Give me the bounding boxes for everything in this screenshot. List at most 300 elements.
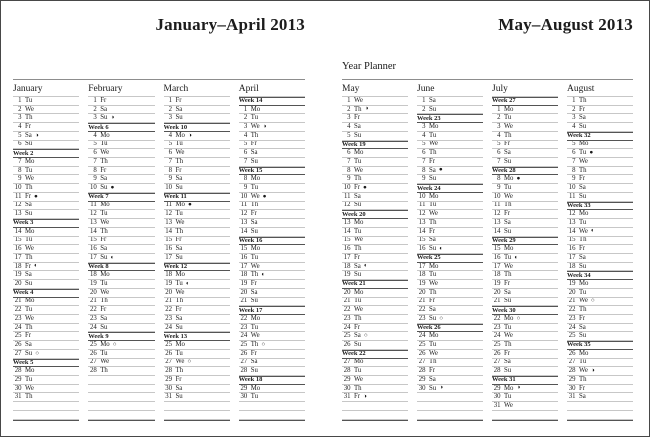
day-weekday: Th — [250, 131, 259, 139]
moon-phase-icon: ◐ — [439, 245, 444, 252]
day-weekday: Fr — [100, 166, 107, 174]
day-weekday: We — [579, 367, 588, 375]
day-weekday: Tu — [354, 158, 362, 165]
day-weekday: Sa — [429, 306, 436, 314]
day-number: 17 — [418, 262, 426, 270]
day-row — [492, 123, 558, 132]
day-row — [567, 228, 633, 237]
day-number: 17 — [568, 253, 576, 261]
day-row — [88, 149, 154, 158]
day-number: 7 — [168, 158, 172, 165]
day-number: 17 — [493, 262, 501, 270]
day-number: 1 — [168, 97, 172, 104]
day-number: 19 — [89, 280, 97, 287]
month-name: July — [492, 81, 558, 97]
day-weekday: We — [25, 384, 34, 392]
day-number: 6 — [572, 149, 576, 157]
day-number: 9 — [18, 175, 22, 183]
moon-phase-icon: ◑ — [590, 367, 595, 374]
day-weekday: Th — [429, 149, 437, 157]
month-rows — [567, 97, 633, 421]
month-column — [417, 81, 483, 421]
day-row — [567, 306, 633, 315]
day-row — [342, 123, 408, 132]
day-row — [417, 263, 483, 272]
month-column — [239, 81, 305, 421]
day-row — [13, 263, 79, 272]
day-weekday: Su — [504, 367, 512, 375]
day-weekday: Th — [25, 253, 33, 261]
day-row — [13, 237, 79, 246]
day-row — [88, 97, 154, 106]
day-row — [13, 193, 79, 202]
day-number: 26 — [14, 341, 22, 348]
day-weekday: Sa — [579, 393, 586, 401]
empty-row — [88, 393, 154, 402]
day-row — [342, 175, 408, 184]
day-row — [567, 289, 633, 298]
day-number: 21 — [14, 297, 22, 305]
day-number: 1 — [347, 97, 351, 104]
day-number: 7 — [18, 158, 22, 165]
day-weekday: Fr — [250, 280, 257, 287]
day-row — [417, 306, 483, 315]
day-weekday: Mo — [100, 271, 110, 279]
day-number: 18 — [165, 271, 172, 279]
month-rows — [239, 97, 305, 421]
day-row — [567, 167, 633, 176]
day-row — [13, 123, 79, 132]
day-weekday: Sa — [100, 314, 108, 322]
day-weekday: Tu — [504, 253, 512, 261]
day-weekday: Su — [354, 271, 362, 279]
day-number: 23 — [418, 314, 426, 322]
day-number: 24 — [165, 323, 172, 331]
week-row: Week 11 — [164, 193, 230, 202]
day-number: 4 — [18, 123, 22, 131]
day-weekday: Tu — [100, 210, 108, 218]
day-row — [164, 280, 230, 289]
day-row — [567, 376, 633, 385]
day-row — [239, 219, 305, 228]
day-row — [164, 158, 230, 167]
day-row — [342, 202, 408, 211]
day-weekday: Su — [25, 280, 33, 287]
day-weekday: Tu — [175, 349, 183, 357]
day-number: 7 — [93, 158, 97, 165]
day-weekday: Sa — [100, 105, 108, 113]
week-row: Week 29 — [492, 237, 558, 246]
top-rule-right — [342, 79, 633, 80]
day-row — [239, 228, 305, 237]
day-number: 23 — [14, 314, 22, 322]
month-rows — [164, 97, 230, 421]
day-row — [239, 271, 305, 280]
day-row — [342, 263, 408, 272]
day-number: 29 — [418, 376, 426, 383]
day-number: 14 — [240, 227, 248, 235]
day-weekday: Su — [175, 184, 183, 192]
day-row — [13, 97, 79, 106]
day-weekday: We — [504, 402, 513, 410]
day-weekday: We — [429, 140, 438, 148]
day-number: 25 — [165, 341, 172, 348]
day-weekday: Th — [504, 201, 512, 209]
day-row — [164, 341, 230, 350]
day-row — [164, 359, 230, 368]
day-weekday: Mo — [25, 158, 35, 165]
day-weekday: Sa — [504, 149, 511, 157]
day-weekday: Su — [504, 158, 512, 165]
day-number: 21 — [493, 297, 501, 305]
day-number: 19 — [418, 280, 426, 287]
day-weekday: Tu — [100, 349, 108, 357]
day-weekday: Th — [25, 184, 33, 192]
week-row: Week 19 — [342, 141, 408, 150]
day-row — [342, 332, 408, 341]
day-number: 5 — [18, 131, 22, 139]
day-number: 25 — [493, 341, 501, 348]
day-number: 13 — [568, 219, 576, 226]
day-row — [567, 114, 633, 123]
day-number: 21 — [568, 297, 576, 305]
day-number: 28 — [568, 367, 576, 375]
day-row — [13, 332, 79, 341]
day-weekday: Tu — [175, 210, 183, 218]
month-name: February — [88, 81, 154, 97]
day-row — [342, 167, 408, 176]
day-number: 8 — [243, 175, 248, 183]
day-number: 7 — [422, 158, 426, 165]
day-row — [342, 393, 408, 402]
day-row — [164, 97, 230, 106]
day-row — [492, 271, 558, 280]
day-number: 19 — [493, 280, 501, 287]
day-weekday: Mo — [175, 341, 185, 348]
day-weekday: Fr — [354, 393, 361, 401]
day-number: 28 — [89, 367, 97, 375]
day-number: 27 — [418, 358, 426, 366]
day-row — [239, 393, 305, 402]
day-number: 5 — [497, 140, 501, 148]
day-row — [342, 289, 408, 298]
day-weekday: We — [25, 105, 34, 113]
day-weekday: Su — [100, 114, 108, 122]
day-weekday: We — [354, 166, 363, 174]
day-number: 5 — [168, 140, 172, 148]
day-row — [239, 210, 305, 219]
day-row — [239, 324, 305, 333]
day-number: 28 — [343, 367, 351, 375]
day-number: 24 — [568, 323, 576, 331]
day-number: 13 — [89, 219, 97, 226]
day-row — [342, 149, 408, 158]
day-row — [417, 175, 483, 184]
day-weekday: Tu — [429, 271, 437, 279]
day-row — [164, 175, 230, 184]
week-row: Week 18 — [239, 376, 305, 385]
day-weekday: Sa — [354, 192, 361, 200]
day-row — [417, 341, 483, 350]
day-row — [164, 245, 230, 254]
day-row — [342, 193, 408, 202]
day-number: 4 — [243, 131, 248, 139]
day-weekday: Mo — [504, 245, 514, 253]
day-weekday: Th — [579, 376, 587, 383]
day-weekday: Th — [175, 297, 184, 305]
day-row — [417, 123, 483, 132]
day-row — [342, 245, 408, 254]
day-row — [13, 210, 79, 219]
empty-row — [417, 393, 483, 402]
moon-phase-icon: ◑ — [34, 131, 39, 139]
day-row — [88, 210, 154, 219]
day-row — [88, 315, 154, 324]
day-number: 10 — [165, 184, 172, 192]
day-row — [239, 359, 305, 368]
day-number: 25 — [89, 341, 97, 348]
day-number: 18 — [418, 271, 426, 279]
day-row — [164, 376, 230, 385]
day-number: 4 — [168, 131, 172, 139]
day-number: 24 — [343, 323, 351, 331]
day-weekday: Su — [579, 123, 587, 131]
day-number: 23 — [493, 323, 501, 331]
day-weekday: We — [504, 262, 513, 270]
day-row — [164, 141, 230, 150]
day-weekday: Th — [100, 158, 108, 165]
day-row — [88, 141, 154, 150]
day-weekday: Su — [579, 262, 587, 270]
day-weekday: Sa — [579, 114, 586, 122]
day-number: 1 — [18, 97, 22, 104]
day-row — [417, 132, 483, 141]
day-weekday: Su — [250, 158, 258, 165]
day-weekday: Th — [100, 297, 108, 305]
day-weekday: We — [100, 288, 110, 296]
day-number: 3 — [497, 123, 501, 131]
moon-phase-icon: ● — [187, 201, 192, 209]
day-number: 5 — [93, 140, 97, 148]
day-number: 8 — [18, 166, 22, 174]
day-row — [13, 350, 79, 359]
month-column — [567, 81, 633, 421]
day-row — [239, 106, 305, 115]
day-number: 6 — [422, 149, 426, 157]
day-number: 7 — [347, 158, 351, 165]
day-weekday: Su — [250, 227, 258, 235]
day-number: 2 — [168, 105, 172, 113]
day-number: 30 — [14, 384, 22, 392]
day-weekday: Tu — [25, 376, 33, 383]
day-row — [13, 141, 79, 150]
day-number: 9 — [168, 175, 172, 183]
day-number: 31 — [14, 393, 22, 401]
week-row: Week 23 — [417, 114, 483, 123]
day-row — [239, 149, 305, 158]
day-weekday: Sa — [250, 288, 258, 296]
day-weekday: We — [354, 306, 363, 314]
day-weekday: Sa — [100, 175, 108, 183]
day-weekday: Mo — [250, 175, 261, 183]
day-number: 21 — [343, 297, 351, 305]
day-number: 23 — [89, 314, 97, 322]
day-number: 13 — [493, 219, 501, 226]
day-row — [164, 350, 230, 359]
day-number: 20 — [568, 288, 576, 296]
day-row — [342, 106, 408, 115]
day-number: 13 — [165, 219, 172, 226]
empty-row — [164, 411, 230, 420]
day-number: 25 — [14, 332, 22, 340]
day-weekday: Fr — [25, 192, 32, 200]
day-weekday: Su — [175, 323, 183, 331]
day-number: 9 — [422, 175, 426, 183]
day-row — [88, 167, 154, 176]
day-weekday: Sa — [175, 105, 183, 113]
day-weekday: Fr — [504, 349, 511, 357]
day-row — [88, 280, 154, 289]
day-weekday: Th — [250, 271, 259, 279]
day-number: 10 — [343, 184, 351, 192]
day-weekday: Tu — [504, 184, 512, 192]
day-row — [417, 237, 483, 246]
day-number: 24 — [418, 332, 426, 340]
day-number: 14 — [568, 227, 576, 235]
day-number: 10 — [14, 184, 22, 192]
day-weekday: We — [250, 262, 260, 270]
day-number: 30 — [165, 384, 172, 392]
day-weekday: Mo — [579, 140, 589, 148]
day-weekday: Tu — [25, 97, 33, 104]
day-weekday: Tu — [579, 288, 587, 296]
day-row — [492, 184, 558, 193]
moon-phase-icon: ○ — [35, 349, 40, 357]
day-weekday: Su — [250, 297, 258, 305]
day-row — [342, 219, 408, 228]
day-row — [239, 158, 305, 167]
day-number: 2 — [347, 105, 351, 113]
day-number: 16 — [165, 245, 172, 253]
empty-row — [567, 402, 633, 411]
day-weekday: Sa — [354, 262, 361, 270]
day-number: 12 — [493, 210, 501, 218]
day-number: 22 — [418, 306, 426, 314]
day-weekday: We — [100, 358, 110, 366]
day-weekday: Tu — [504, 114, 512, 122]
day-weekday: Fr — [175, 306, 182, 314]
day-number: 14 — [418, 227, 426, 235]
day-row — [492, 289, 558, 298]
day-row — [88, 184, 154, 193]
day-weekday: Tu — [354, 227, 362, 235]
page-left — [13, 1, 305, 436]
day-weekday: Fr — [100, 97, 107, 104]
day-number: 25 — [240, 341, 248, 348]
day-number: 17 — [165, 253, 172, 261]
day-row — [13, 393, 79, 402]
day-number: 27 — [165, 358, 172, 366]
day-number: 1 — [93, 97, 97, 104]
month-column — [88, 81, 154, 421]
day-number: 11 — [493, 201, 501, 209]
day-number: 29 — [240, 384, 248, 392]
day-number: 1 — [422, 97, 426, 104]
day-row — [342, 367, 408, 376]
day-weekday: Su — [429, 245, 437, 253]
day-number: 12 — [89, 210, 97, 218]
day-row — [567, 184, 633, 193]
day-number: 22 — [493, 314, 501, 322]
day-number: 27 — [240, 358, 248, 366]
empty-row — [417, 411, 483, 420]
day-number: 9 — [347, 175, 351, 183]
day-row — [417, 141, 483, 150]
day-number: 25 — [418, 341, 426, 348]
day-weekday: Sa — [429, 376, 436, 383]
day-number: 31 — [493, 402, 501, 410]
day-weekday: Tu — [429, 131, 437, 139]
day-number: 15 — [14, 236, 22, 244]
day-number: 16 — [343, 245, 351, 253]
day-number: 11 — [240, 201, 248, 209]
day-row — [342, 228, 408, 237]
day-row — [13, 106, 79, 115]
day-number: 18 — [568, 262, 576, 270]
week-row: Week 10 — [164, 123, 230, 132]
day-number: 13 — [343, 219, 351, 226]
moon-phase-icon: ● — [262, 192, 267, 200]
day-row — [13, 315, 79, 324]
day-number: 2 — [422, 105, 426, 113]
day-row — [88, 359, 154, 368]
day-row — [342, 132, 408, 141]
day-row — [567, 210, 633, 219]
day-number: 28 — [165, 367, 172, 375]
day-number: 6 — [243, 149, 248, 157]
day-row — [492, 254, 558, 263]
day-row — [492, 114, 558, 123]
day-weekday: Mo — [250, 314, 261, 322]
day-number: 12 — [14, 201, 22, 209]
day-row — [164, 271, 230, 280]
day-number: 31 — [343, 393, 351, 401]
day-weekday: Th — [354, 384, 362, 392]
day-number: 8 — [572, 166, 576, 174]
day-weekday: Fr — [429, 227, 436, 235]
day-row — [417, 245, 483, 254]
day-weekday: Sa — [429, 166, 436, 174]
day-row — [492, 202, 558, 211]
day-number: 24 — [14, 323, 22, 331]
day-number: 3 — [422, 123, 426, 131]
day-number: 8 — [422, 166, 426, 174]
day-weekday: Su — [429, 314, 437, 322]
day-number: 14 — [89, 227, 97, 235]
day-row — [164, 367, 230, 376]
day-weekday: Mo — [175, 131, 185, 139]
day-number: 30 — [240, 393, 248, 401]
day-row — [239, 332, 305, 341]
moon-phase-icon: ● — [589, 149, 594, 156]
day-number: 19 — [240, 280, 248, 287]
day-weekday: Fr — [504, 280, 511, 287]
month-name: June — [417, 81, 483, 97]
day-number: 11 — [14, 192, 22, 200]
day-row — [567, 175, 633, 184]
day-number: 9 — [497, 184, 501, 192]
day-number: 13 — [14, 210, 22, 218]
